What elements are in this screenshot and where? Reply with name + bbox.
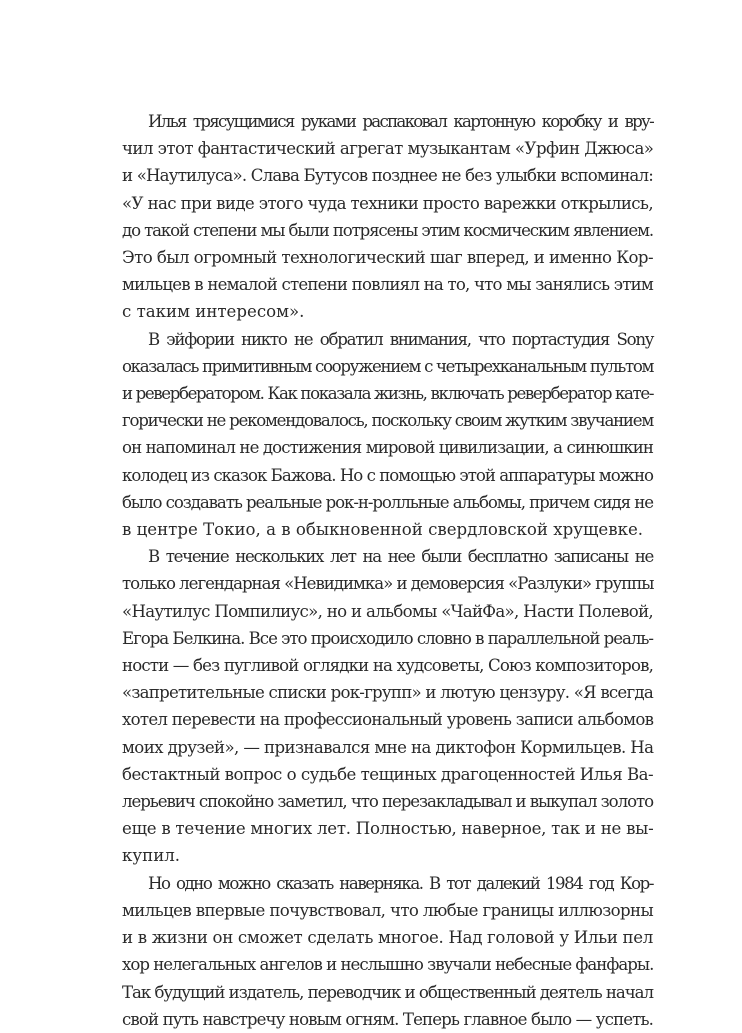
text-line: В течение нескольких лет на нее были бесплатно записаны не	[148, 547, 653, 567]
paragraph	[122, 870, 653, 1033]
text-line: с таким интересом».	[122, 302, 305, 322]
text-line: только легендарная «Невидимка» и демоверсия «Разлуки» группы	[122, 574, 654, 594]
text-line: оказалась примитивным сооружением с четырехканальным пультом	[122, 356, 654, 376]
text-line: колодец из сказок Бажова. Но с помощью этой аппаратуры можно	[122, 465, 653, 485]
text-line: горически не рекомендовалось, поскольку своим жутким звучанием	[122, 411, 653, 431]
paragraph	[122, 543, 653, 869]
text-line: Но одно можно сказать наверняка. В тот далекий 1984 год Кор-	[148, 873, 653, 893]
text-line: Илья трясущимися руками распаковал картонную коробку и вру-	[148, 112, 653, 131]
text-line: в центре Токио, а в обыкновенной свердловской хрущевке.	[122, 520, 644, 540]
text-line: он напоминал не достижения мировой цивилизации, а синюшкин	[122, 438, 654, 458]
text-line: «У нас при виде этого чуда техники просто варежки открылись,	[122, 193, 654, 213]
text-line: бестактный вопрос о судьбе тещиных драгоценностей Илья Ва-	[122, 764, 654, 784]
text-line: мильцев впервые почувствовал, что любые границы иллюзорны	[122, 900, 654, 920]
page-body	[122, 108, 653, 1033]
text-line: лерьевич спокойно заметил, что перезакладывал и выкупал золото	[122, 792, 654, 812]
text-line: и в жизни он сможет сделать многое. Над головой у Ильи пел	[122, 928, 653, 948]
text-line: хотел перевести на профессиональный уровень записи альбомов	[122, 710, 654, 730]
text-line: «запретительные списки рок-групп» и лютую цензуру. «Я всегда	[122, 683, 653, 703]
text-line: свой путь навстречу новым огням. Теперь главное было — успеть.	[122, 1009, 653, 1029]
text-line: до такой степени мы были потрясены этим космическим явлением.	[122, 220, 653, 240]
text-line: мильцев в немалой степени повлиял на то, что мы занялись этим	[122, 275, 653, 295]
text-line: Это был огромный технологический шаг вперед, и именно Кор-	[122, 248, 653, 268]
text-line: было создавать реальные рок-н-ролльные альбомы, причем сидя не	[122, 492, 653, 512]
text-line: В эйфории никто не обратил внимания, что портастудия Sony	[148, 329, 653, 349]
text-line: купил.	[122, 846, 181, 866]
text-line: и «Наутилуса». Слава Бутусов позднее не без улыбки вспоминал:	[122, 166, 653, 186]
text-line: «Наутилус Помпилиус», но и альбомы «ЧайФа», Насти Полевой,	[122, 601, 653, 621]
text-line: Так будущий издатель, переводчик и общественный деятель начал	[122, 982, 653, 1002]
paragraph	[122, 108, 653, 326]
text-line: Егора Белкина. Все это происходило словно в параллельной реаль-	[122, 628, 653, 648]
text-line: еще в течение многих лет. Полностью, наверное, так и не вы-	[122, 819, 654, 839]
text-line: моих друзей», — признавался мне на диктофон Кормильцев. На	[122, 737, 654, 757]
text-line: ности — без пугливой оглядки на худсоветы, Союз композиторов,	[122, 656, 653, 676]
text-line: хор нелегальных ангелов и неслышно звучали небесные фанфары.	[122, 955, 654, 975]
text-line: чил этот фантастический агрегат музыкантам «Урфин Джюса»	[122, 139, 654, 159]
text-line: и ревербератором. Как показала жизнь, включать ревербератор кате-	[122, 384, 654, 404]
paragraph	[122, 326, 653, 544]
